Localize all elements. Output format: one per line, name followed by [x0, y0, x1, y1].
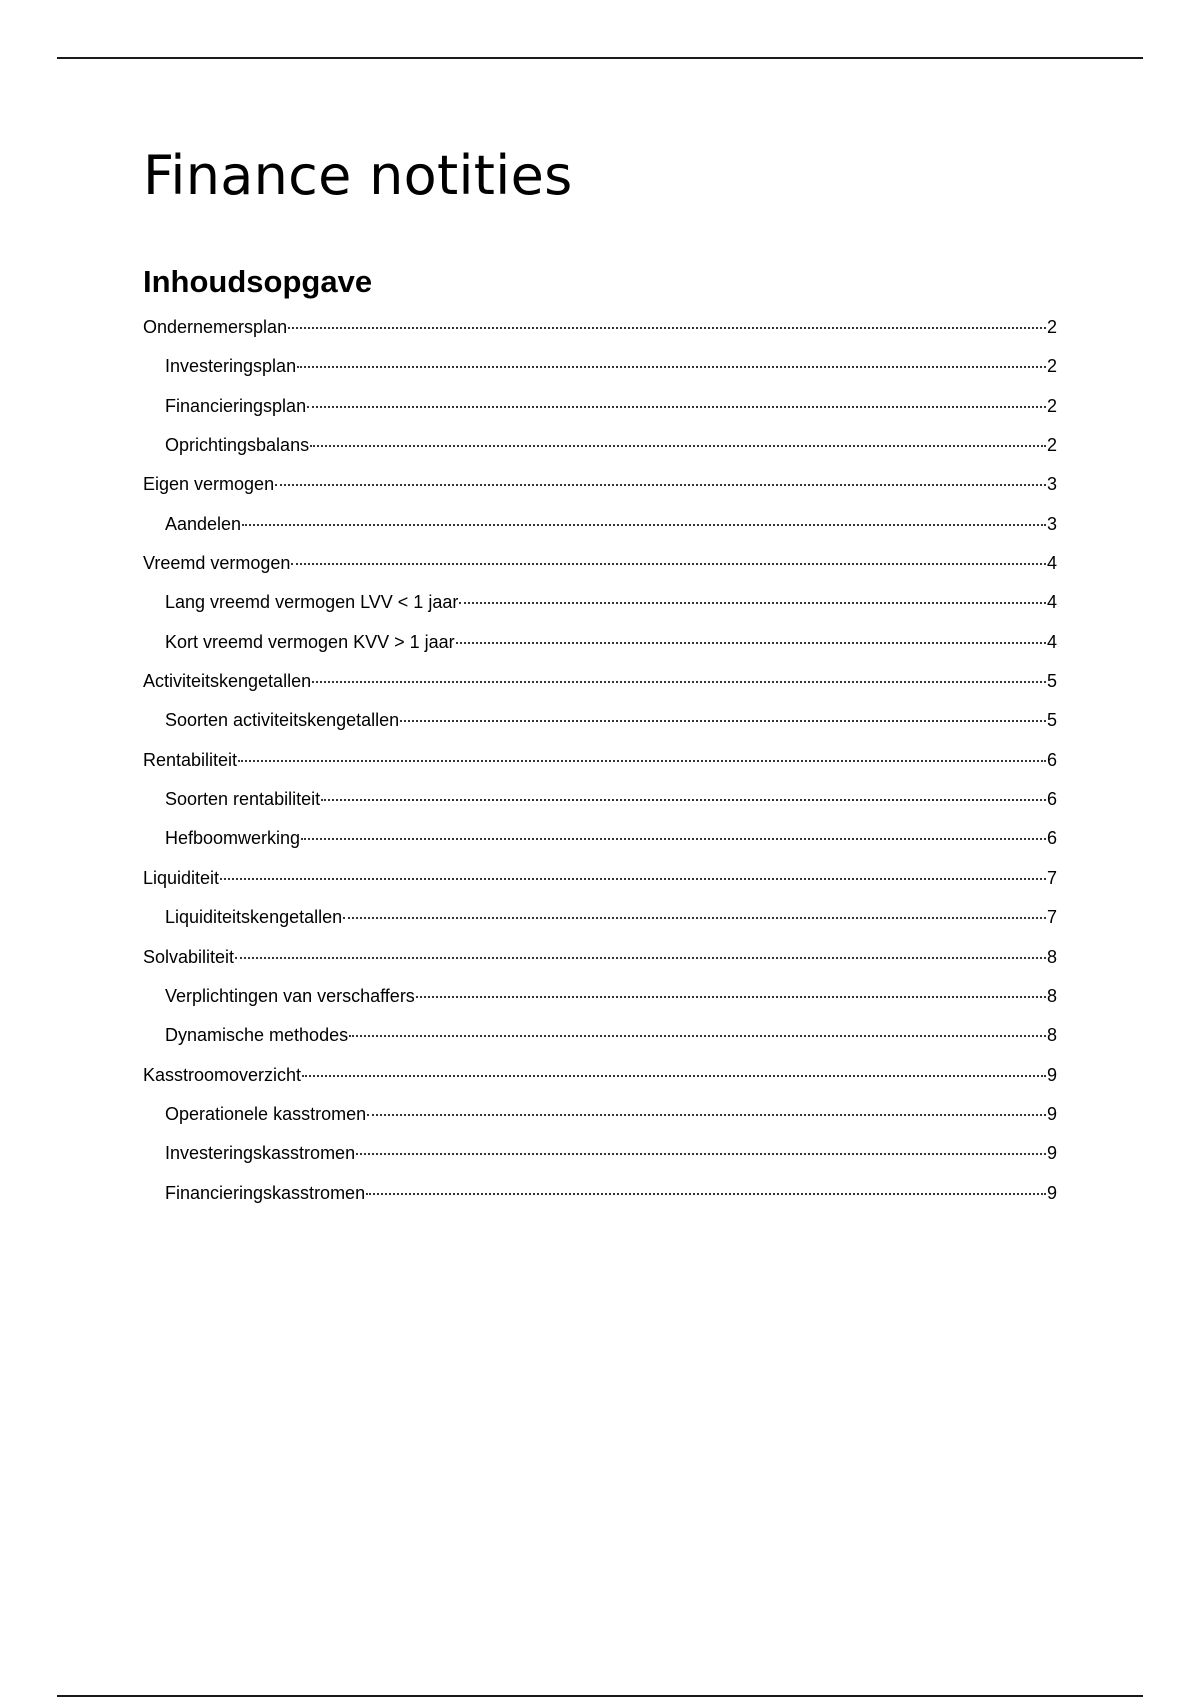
toc-entry-page-number: 5 — [1046, 671, 1057, 692]
toc-entry-label: Kasstroomoverzicht — [143, 1064, 302, 1085]
toc-entry-label: Liquiditeitskengetallen — [165, 907, 343, 928]
dot-leader — [288, 327, 1046, 329]
toc-entry-page-number: 3 — [1046, 513, 1057, 534]
toc-entry-page-number: 6 — [1046, 789, 1057, 810]
toc-entry-page-number: 8 — [1046, 946, 1057, 967]
toc-entry-label: Liquiditeit — [143, 867, 220, 888]
toc-entry[interactable] — [143, 941, 1057, 980]
toc-entry-label: Operationele kasstromen — [165, 1103, 367, 1124]
toc-entry-page-number: 9 — [1046, 1103, 1057, 1124]
toc-entry-label: Financieringsplan — [165, 395, 307, 416]
toc-entry-page-number: 2 — [1046, 395, 1057, 416]
toc-entry-page-number: 4 — [1046, 592, 1057, 613]
toc-entry-page-number: 4 — [1046, 631, 1057, 652]
toc-entry[interactable] — [143, 1137, 1057, 1176]
toc-entry-label: Verplichtingen van verschaffers — [165, 985, 415, 1006]
toc-entry-label: Financieringskasstromen — [165, 1182, 366, 1203]
toc-entry[interactable] — [143, 665, 1057, 704]
dot-leader — [459, 602, 1046, 604]
dot-leader — [366, 1193, 1046, 1195]
dot-leader — [400, 720, 1046, 722]
dot-leader — [291, 563, 1046, 565]
dot-leader — [307, 406, 1046, 408]
toc-entry[interactable] — [143, 1177, 1057, 1216]
toc-entry[interactable] — [143, 350, 1057, 389]
dot-leader — [310, 445, 1046, 447]
toc-entry-label: Aandelen — [165, 513, 242, 534]
toc-entry-page-number: 8 — [1046, 985, 1057, 1006]
toc-entry-page-number: 2 — [1046, 317, 1057, 337]
toc-entry[interactable] — [143, 1019, 1057, 1058]
dot-leader — [456, 642, 1046, 644]
toc-entry-label: Activiteitskengetallen — [143, 671, 312, 692]
toc-entry-page-number: 4 — [1046, 553, 1057, 574]
toc-entry-page-number: 9 — [1046, 1064, 1057, 1085]
toc-entry[interactable] — [143, 429, 1057, 468]
toc-entry-label: Soorten activiteitskengetallen — [165, 710, 400, 731]
dot-leader — [343, 917, 1046, 919]
footer-rule — [57, 1695, 1143, 1697]
dot-leader — [302, 1075, 1046, 1077]
toc-entry-page-number: 3 — [1046, 474, 1057, 495]
toc-entry-page-number: 6 — [1046, 749, 1057, 770]
toc-entry-page-number: 5 — [1046, 710, 1057, 731]
dot-leader — [356, 1153, 1046, 1155]
toc-entry[interactable] — [143, 822, 1057, 861]
toc-entry[interactable] — [143, 626, 1057, 665]
toc-entry-page-number: 2 — [1046, 435, 1057, 456]
toc-entry[interactable] — [143, 311, 1057, 350]
toc-entry-label: Soorten rentabiliteit — [165, 789, 321, 810]
toc-entry[interactable] — [143, 783, 1057, 822]
toc-entry-label: Investeringsplan — [165, 356, 297, 377]
toc-entry-label: Vreemd vermogen — [143, 553, 291, 574]
dot-leader — [238, 760, 1046, 762]
toc-entry[interactable] — [143, 508, 1057, 547]
toc-heading: Inhoudsopgave — [143, 264, 373, 299]
dot-leader — [416, 996, 1046, 998]
header-rule — [57, 57, 1143, 59]
toc-entry[interactable] — [143, 547, 1057, 586]
toc-entry-page-number: 7 — [1046, 907, 1057, 928]
dot-leader — [312, 681, 1046, 683]
toc-entry-label: Lang vreemd vermogen LVV < 1 jaar — [165, 592, 459, 613]
toc-entry[interactable] — [143, 704, 1057, 743]
toc-entry[interactable] — [143, 980, 1057, 1019]
dot-leader — [235, 957, 1046, 959]
toc-entry[interactable] — [143, 744, 1057, 783]
dot-leader — [242, 524, 1046, 526]
toc-entry-label: Hefboomwerking — [165, 828, 301, 849]
dot-leader — [367, 1114, 1046, 1116]
toc-entry-page-number: 6 — [1046, 828, 1057, 849]
toc-entry-label: Eigen vermogen — [143, 474, 275, 495]
toc-entry-page-number: 9 — [1046, 1143, 1057, 1164]
toc-entry-label: Oprichtingsbalans — [165, 435, 310, 456]
dot-leader — [321, 799, 1046, 801]
toc-entry-page-number: 7 — [1046, 867, 1057, 888]
toc-entry[interactable] — [143, 586, 1057, 625]
toc-entry[interactable] — [143, 468, 1057, 507]
dot-leader — [220, 878, 1046, 880]
toc-entry-label: Investeringskasstromen — [165, 1143, 356, 1164]
toc-entry-label: Kort vreemd vermogen KVV > 1 jaar — [165, 631, 455, 652]
toc-entry-page-number: 9 — [1046, 1182, 1057, 1203]
toc-entry-page-number: 8 — [1046, 1025, 1057, 1046]
toc-entry[interactable] — [143, 390, 1057, 429]
toc-entry-page-number: 2 — [1046, 356, 1057, 377]
toc-entry-label: Ondernemersplan — [143, 317, 288, 337]
toc-entry-label: Solvabiliteit — [143, 946, 235, 967]
table-of-contents — [143, 311, 1057, 1216]
document-title: Finance notities — [143, 144, 573, 207]
dot-leader — [275, 484, 1046, 486]
toc-entry-label: Rentabiliteit — [143, 749, 238, 770]
toc-entry[interactable] — [143, 901, 1057, 940]
toc-entry-label: Dynamische methodes — [165, 1025, 349, 1046]
toc-entry[interactable] — [143, 862, 1057, 901]
dot-leader — [297, 366, 1046, 368]
toc-entry[interactable] — [143, 1059, 1057, 1098]
toc-entry[interactable] — [143, 1098, 1057, 1137]
dot-leader — [301, 838, 1046, 840]
dot-leader — [349, 1035, 1046, 1037]
